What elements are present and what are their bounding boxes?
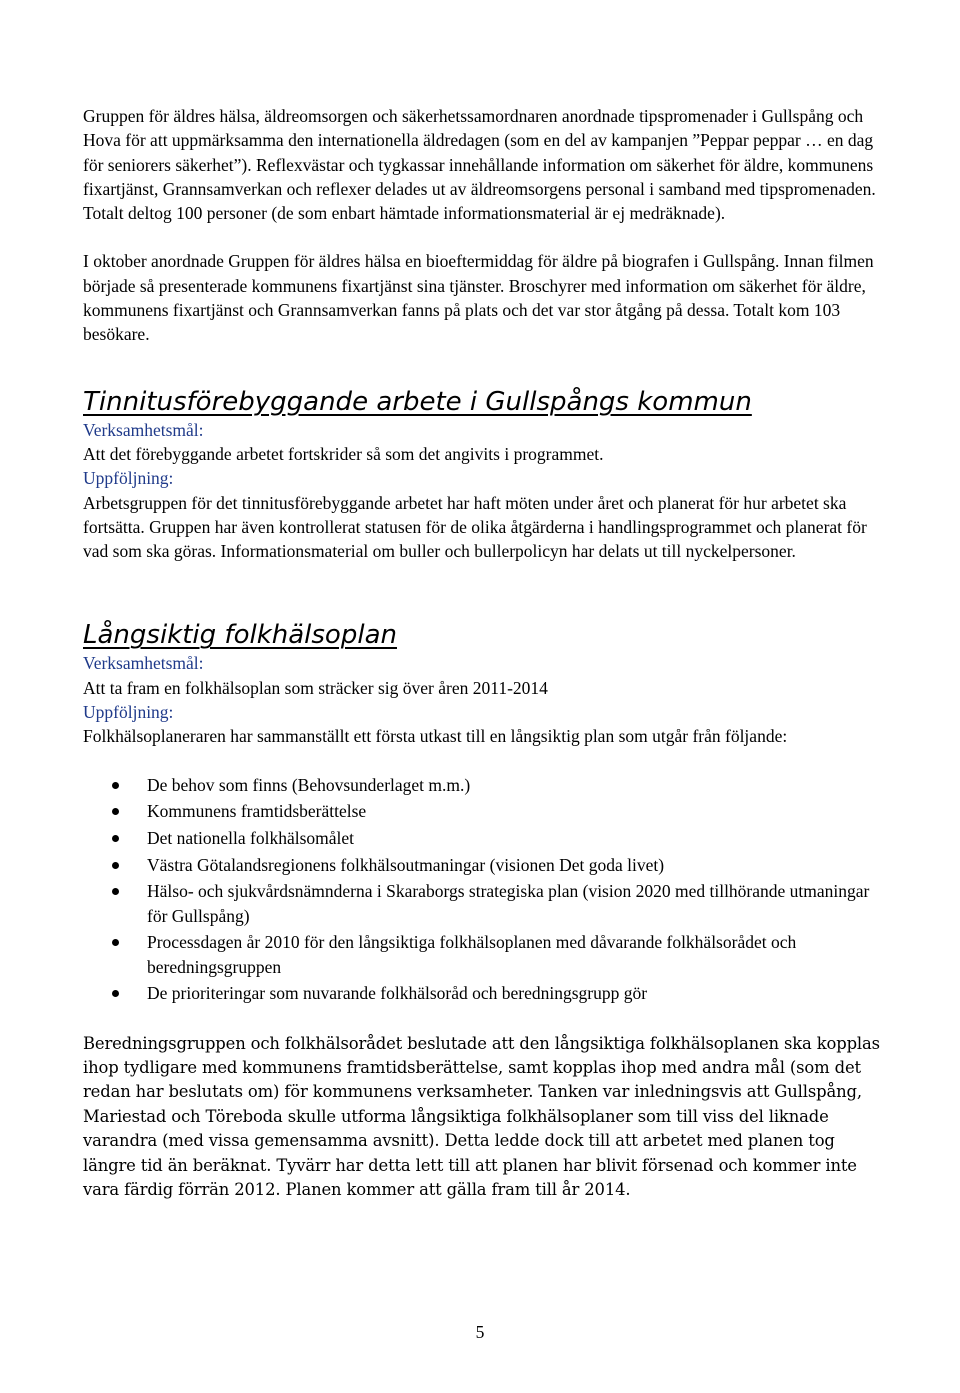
list-item-text: De behov som finns (Behovsunderlaget m.m.) bbox=[147, 774, 471, 795]
tinnitus-followup-label: Uppföljning: bbox=[83, 468, 174, 489]
list-item bbox=[83, 879, 883, 928]
document-page bbox=[83, 104, 883, 1203]
list-item-text: Processdagen år 2010 för den långsiktiga folkhälsoplanen med dåvarande folkhälsorådet och beredningsgruppen bbox=[147, 932, 797, 977]
bullet-icon bbox=[112, 782, 119, 789]
bullet-icon bbox=[112, 990, 119, 997]
list-item bbox=[83, 930, 883, 979]
list-item bbox=[83, 799, 883, 823]
tinnitus-goal-label: Verksamhetsmål: bbox=[83, 419, 204, 440]
paragraph-bioeftermiddag: I oktober anordnade Gruppen för äldres hälsa en bioeftermiddag för äldre på biografen i Gullspång. Innan filmen började så presenterade kommunens fixartjänst sina tjänster. Broschyrer med information om säkerhet för äldre, kommunens fixartjänst och Grannsamverkan fanns på plats och det var stor åtgång på dessa. Totalt kom 103 besökare. bbox=[83, 251, 874, 345]
langsiktig-followup-text: Folkhälsoplaneraren har sammanställt ett första utkast till en långsiktig plan som utgår från följande: bbox=[83, 726, 788, 747]
langsiktig-goal-text: Att ta fram en folkhälsoplan som sträcker sig över åren 2011-2014 bbox=[83, 677, 548, 698]
tinnitus-goal-text: Att det förebyggande arbetet fortskrider så som det angivits i programmet. bbox=[83, 443, 604, 464]
heading-langsiktig-folkhalsoplan: Långsiktig folkhälsoplan bbox=[83, 620, 397, 651]
list-item-text: Kommunens framtidsberättelse bbox=[147, 801, 367, 822]
langsiktig-followup-label: Uppföljning: bbox=[83, 702, 174, 723]
bullet-icon bbox=[112, 835, 119, 842]
list-item-text: Det nationella folkhälsomålet bbox=[147, 828, 355, 849]
bullet-list bbox=[83, 773, 883, 1006]
tinnitus-followup-text: Arbetsgruppen för det tinnitusförebyggande arbetet har haft möten under året och planerat för hur arbetet ska fortsätta. Gruppen har även kontrollerat statusen för de olika åtgärderna i handlingsprogrammet och planerat för vad som ska göras. Informationsmaterial om buller och bullerpolicyn har delats ut till nyckelpersoner. bbox=[83, 492, 867, 562]
langsiktig-goal-label: Verksamhetsmål: bbox=[83, 653, 204, 674]
list-item bbox=[83, 981, 883, 1005]
bullet-icon bbox=[112, 808, 119, 815]
paragraph-beredningsgruppen: Beredningsgruppen och folkhälsorådet beslutade att den långsiktiga folkhälsoplanen ska kopplas ihop tydligare med kommunens framtidsberättelse, samt kopplas ihop med andra mål (som det redan har beslutats om) för kommunens verksamheter. Tanken var inledningsvis att Gullspång, Mariestad och Töreboda skulle utforma långsiktiga folkhälsoplaner som till viss del liknade varandra (med vissa gemensamma avsnitt). Detta ledde dock till att arbetet med planen tog längre tid än beräknat. Tyvärr har detta lett till att planen har blivit försenad och kommer inte vara färdig förrän 2012. Planen kommer att gälla fram till år 2014. bbox=[83, 1033, 880, 1200]
bullet-icon bbox=[112, 862, 119, 869]
page-number: 5 bbox=[475, 1322, 485, 1342]
heading-tinnitus: Tinnitusförebyggande arbete i Gullspångs kommun bbox=[83, 386, 752, 417]
bullet-icon bbox=[112, 939, 119, 946]
list-item bbox=[83, 773, 883, 797]
list-item bbox=[83, 826, 883, 850]
list-item bbox=[83, 853, 883, 877]
list-item-text: Västra Götalandsregionens folkhälsoutmaningar (visionen Det goda livet) bbox=[147, 854, 665, 875]
paragraph-tipspromenad: Gruppen för äldres hälsa, äldreomsorgen och säkerhetssamordnaren anordnade tipspromenader i Gullspång och Hova för att uppmärksamma den internationella äldredagen (som en del av kampanjen ”Peppar peppar … en dag för seniorers säkerhet”). Reflexvästar och tygkassar innehållande information om säkerhet för äldre, kommunens fixartjänst, Grannsamverkan och reflexer delades ut av äldreomsorgens personal i samband med tipspromenaden. Totalt deltog 100 personer (de som enbart hämtade informationsmaterial är ej medräknade). bbox=[83, 106, 876, 224]
list-item-text: De prioriteringar som nuvarande folkhälsoråd och beredningsgrupp gör bbox=[147, 983, 648, 1004]
list-item-text: Hälso- och sjukvårdsnämnderna i Skaraborgs strategiska plan (vision 2020 med tillhörande utmaningar för Gullspång) bbox=[147, 881, 870, 926]
bullet-icon bbox=[112, 888, 119, 895]
